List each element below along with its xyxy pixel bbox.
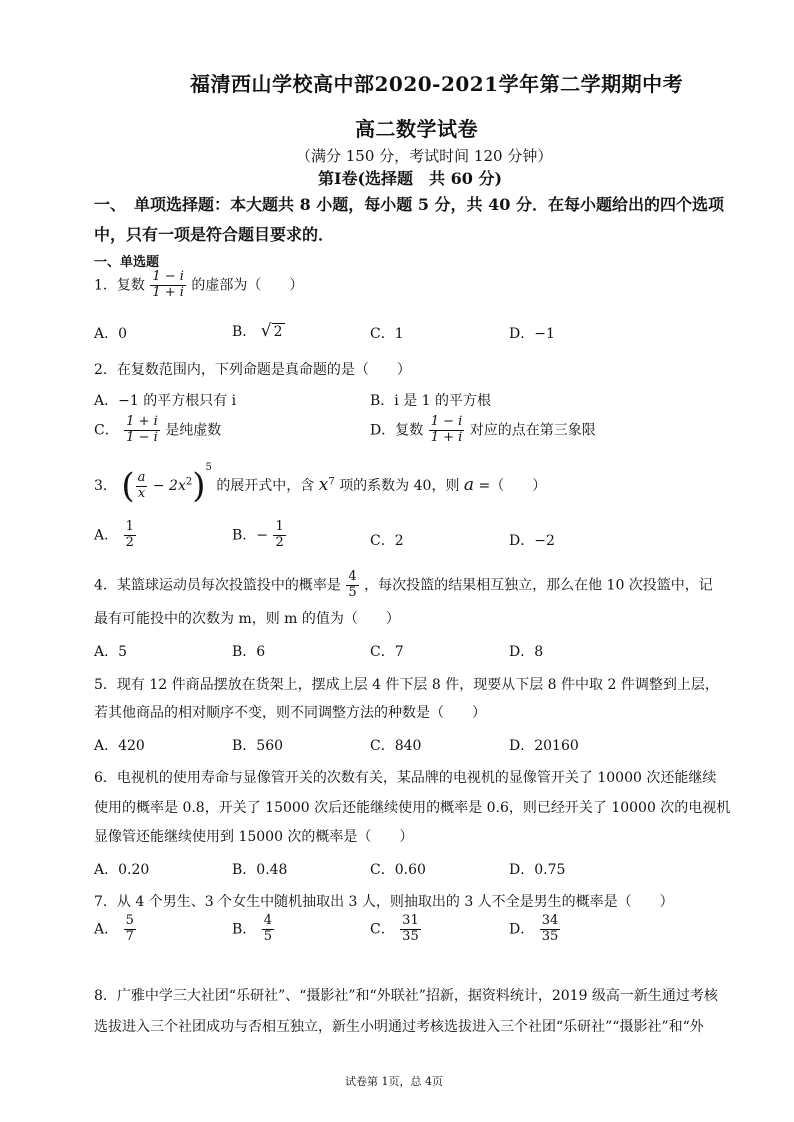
q3-optb-num: 1 [275, 519, 284, 534]
q3-mid: 的展开式中，含 [216, 478, 315, 494]
q3-fraction [136, 471, 148, 502]
q5-option-b: B．560 [232, 738, 284, 754]
q3-term-exp: 7 [328, 476, 335, 488]
q6-option-b: B．0.48 [232, 862, 288, 878]
q3-option-c: C．2 [370, 533, 404, 549]
q7-optc-den: 35 [402, 928, 419, 944]
q5-option-c: C．840 [370, 738, 422, 754]
question-2: 2．在复数范围内，下列命题是真命题的是（ ） [94, 362, 411, 378]
q7-optb-den: 5 [263, 928, 273, 944]
question-4-line1 [94, 570, 713, 601]
q7-option-a [94, 914, 137, 945]
q4-option-c: C．7 [370, 644, 404, 660]
section-heading-line1: 一、 单项选择题：本大题共 8 小题，每小题 5 分，共 40 分．在每小题给出的四个选项 [94, 195, 724, 214]
q3-opta-den: 2 [125, 534, 134, 550]
q5-option-d: D．20160 [509, 738, 579, 754]
q2-option-d-fraction [429, 415, 465, 446]
q1-option-a: A．0 [94, 326, 128, 342]
q2-option-b: B．i 是 1 的平方根 [370, 393, 492, 409]
q7-option-c [370, 914, 422, 945]
section-label: 一、单选题 [94, 255, 160, 270]
q3-option-a-label: A． [94, 527, 119, 544]
q3-prefix: 3． [94, 478, 117, 494]
q1-suffix: 的虚部为（ ） [191, 277, 304, 294]
q4-frac-den: 5 [348, 584, 357, 600]
q2-option-d [370, 415, 596, 446]
exam-subtitle: 高二数学试卷 [355, 117, 478, 141]
q1-option-c: C．1 [370, 326, 404, 342]
q4-fraction [346, 570, 358, 601]
q1-option-b-radicand: 2 [273, 324, 283, 340]
q5-option-a: A．420 [94, 738, 145, 754]
q4-option-b: B．6 [232, 644, 266, 660]
q7-option-d [509, 914, 561, 945]
q1-frac-den: 1 + i [152, 284, 184, 300]
q1-option-b-label: B． [232, 324, 257, 340]
volume-heading: 第Ⅰ卷(选择题 共 60 分) [318, 169, 503, 188]
question-6-line1: 6．电视机的使用寿命与显像管开关的次数有关，某品牌的电视机的显像管开关了 10000 次还能继续 [94, 770, 717, 786]
question-3 [94, 462, 547, 506]
q7-optc-num: 31 [402, 913, 419, 928]
q1-option-d: D．−1 [509, 326, 555, 342]
question-8-line2: 选拔进入三个社团成功与否相互独立，新生小明通过考核选拔进入三个社团“乐研社”“摄影社”和“外 [94, 1019, 704, 1035]
q7-option-a-label: A． [94, 921, 119, 938]
question-5-line1: 5．现有 12 件商品摆放在货架上，摆成上层 4 件下层 8 件，现要从下层 8 件中取 2 件调整到上层， [94, 677, 719, 693]
q3-option-a [94, 520, 137, 551]
q2-option-c [94, 415, 221, 446]
question-5-line2: 若其他商品的相对顺序不变，则不同调整方法的种数是（ ） [94, 705, 486, 721]
section-heading-line2: 中，只有一项是符合题目要求的． [94, 225, 335, 244]
q7-option-d-label: D． [509, 921, 535, 938]
q7-opta-num: 5 [125, 913, 134, 928]
q7-option-c-label: C． [370, 921, 395, 938]
exam-title: 福清西山学校高中部2020-2021学年第二学期期中考 [190, 72, 684, 96]
q3-frac-den: x [137, 485, 146, 501]
q2-option-d-text: 对应的点在第三象限 [469, 422, 596, 439]
q2-optd-den: 1 + i [430, 429, 463, 445]
q7-opta-den: 7 [125, 928, 134, 944]
q3-expr-tail: − 2x [148, 478, 186, 494]
q2-option-c-fraction [124, 415, 160, 446]
q6-option-d: D．0.75 [509, 862, 566, 878]
q3-exp-inner: 2 [185, 476, 193, 488]
exam-info: （满分 150 分，考试时间 120 分钟） [296, 147, 553, 165]
right-paren-icon: ) [192, 466, 206, 506]
q3-frac-num: a [137, 469, 146, 485]
q7-option-b [232, 914, 275, 945]
q7-optb-num: 4 [263, 913, 273, 928]
q7-option-b-label: B． [232, 921, 257, 938]
q3-option-d: D．−2 [509, 533, 555, 549]
q1-option-b [232, 321, 285, 341]
q2-optc-den: 1 − i [126, 429, 158, 445]
q4-line1-prefix: 4．某篮球运动员每次投篮投中的概率是 [94, 577, 341, 594]
sqrt-icon: √ [260, 321, 272, 341]
q3-opta-num: 1 [125, 519, 134, 534]
q3-option-a-fraction [124, 520, 136, 551]
q1-prefix: 1．复数 [94, 277, 145, 294]
q7-optd-num: 34 [541, 913, 559, 928]
q3-suffix: 项的系数为 40，则 [339, 478, 460, 494]
q7-option-c-fraction [400, 914, 421, 945]
q2-option-c-text: 是纯虚数 [165, 422, 222, 439]
question-4-line2: 最有可能投中的次数为 m，则 m 的值为（ ） [94, 611, 400, 627]
q4-option-a: A．5 [94, 644, 128, 660]
q6-option-c: C．0.60 [370, 862, 426, 878]
q3-optb-den: 2 [275, 534, 284, 550]
q3-option-b [232, 520, 287, 551]
q2-option-a: A．−1 的平方根只有 i [94, 393, 237, 409]
q3-exp-outer: 5 [205, 462, 212, 473]
q2-optc-num: 1 + i [126, 414, 158, 429]
q2-option-c-label: C． [94, 422, 119, 439]
question-1 [94, 270, 303, 301]
q2-optd-num: 1 − i [430, 414, 463, 429]
q1-fraction [150, 270, 186, 301]
q1-frac-num: 1 − i [152, 269, 184, 284]
question-8-line1: 8．广雅中学三大社团“乐研社”、“摄影社”和“外联社”招新，据资料统计，2019 级高一新生通过考核 [94, 988, 718, 1004]
q7-optd-den: 35 [541, 928, 559, 944]
q6-option-a: A．0.20 [94, 862, 150, 878]
left-paren-icon: ( [121, 466, 135, 506]
page-footer: 试卷第 1页，总 4页 [345, 1075, 443, 1088]
q3-term: x [318, 475, 329, 495]
q3-var: a [463, 475, 475, 495]
q7-option-b-fraction [262, 914, 274, 945]
q7-option-a-fraction [124, 914, 136, 945]
q3-option-b-fraction [273, 520, 285, 551]
question-6-line3: 显像管还能继续使用到 15000 次的概率是（ ） [94, 829, 414, 845]
q2-option-d-label: D．复数 [370, 422, 424, 439]
q7-option-d-fraction [540, 914, 561, 945]
q4-option-d: D．8 [509, 644, 544, 660]
q4-frac-num: 4 [348, 569, 357, 584]
q4-line1-suffix: ，每次投篮的结果相互独立，那么在他 10 次投篮中，记 [364, 577, 713, 594]
question-7: 7．从 4 个男生、3 个女生中随机抽取出 3 人，则抽取出的 3 人不全是男生的概率是（ ） [94, 894, 674, 910]
q3-option-b-label: B．− [232, 527, 269, 544]
question-6-line2: 使用的概率是 0.8，开关了 15000 次后还能继续使用的概率是 0.6，则已经开关了 10000 次的电视机 [94, 800, 731, 816]
q3-tail: =（ ） [474, 478, 547, 494]
